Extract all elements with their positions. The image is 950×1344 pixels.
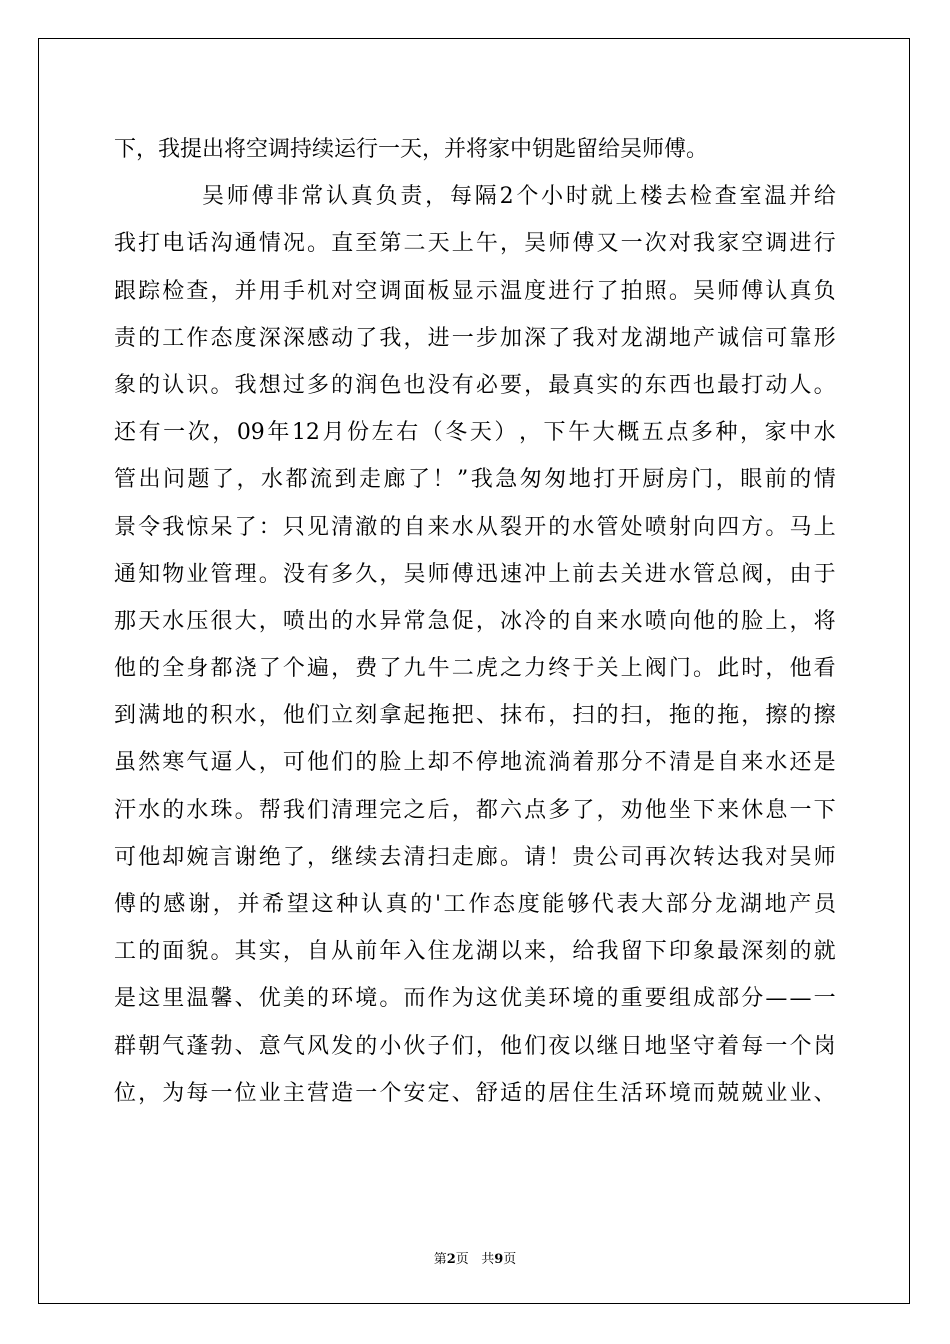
text-line: 吴 师 傅 非 常 认 真 负 责 ， 每 隔 2 个 小 时 就 上 楼 去 检 查 室 温 并 给 bbox=[202, 184, 836, 210]
text-line: 虽 然 寒 气 逼 人 ， 可 他 们 的 脸 上 却 不 停 地 流 淌 着 那 分 不 清 是 自 来 水 还 是 bbox=[114, 750, 836, 776]
document-body bbox=[114, 126, 836, 1117]
footer-total-suffix: 页 bbox=[503, 1252, 517, 1267]
text-line: 还 有 一 次 ， 09 年 12 月 份 左 右 （ 冬 天 ） ， 下 午 大 概 五 点 多 种 ， 家 中 水 bbox=[114, 420, 836, 446]
text-line: 象 的 认 识 。 我 想 过 多 的 润 色 也 没 有 必 要 ， 最 真 实 的 东 西 也 最 打 动 人 。 bbox=[114, 372, 836, 398]
text-line: 通 知 物 业 管 理 。 没 有 多 久 ， 吴 师 傅 迅 速 冲 上 前 去 关 进 水 管 总 阀 ， 由 于 bbox=[114, 561, 836, 587]
text-line: 位 ， 为 每 一 位 业 主 营 造 一 个 安 定 、 舒 适 的 居 住 生 活 环 境 而 兢 兢 业 业 、 bbox=[114, 1080, 836, 1106]
text-line: 汗 水 的 水 珠 。 帮 我 们 清 理 完 之 后 ， 都 六 点 多 了 ， 劝 他 坐 下 来 休 息 一 下 bbox=[114, 797, 836, 823]
footer-page-suffix: 页 bbox=[455, 1252, 469, 1267]
text-line: 跟 踪 检 查 ， 并 用 手 机 对 空 调 面 板 显 示 温 度 进 行 了 拍 照 。 吴 师 傅 认 真 负 bbox=[114, 278, 836, 304]
text-line: 景 令 我 惊 呆 了 ： 只 见 清 澈 的 自 来 水 从 裂 开 的 水 管 处 喷 射 向 四 方 。 马 上 bbox=[114, 514, 836, 540]
text-line: 到 满 地 的 积 水 ， 他 们 立 刻 拿 起 拖 把 、 抹 布 ， 扫 的 扫 ， 拖 的 拖 ， 擦 的 擦 bbox=[114, 703, 836, 729]
footer-page-prefix: 第 bbox=[433, 1252, 447, 1267]
text-line: 工 的 面 貌 。 其 实 ， 自 从 前 年 入 住 龙 湖 以 来 ， 给 我 留 下 印 象 最 深 刻 的 就 bbox=[114, 939, 836, 965]
text-line: 责 的 工 作 态 度 深 深 感 动 了 我 ， 进 一 步 加 深 了 我 对 龙 湖 地 产 诚 信 可 靠 形 bbox=[114, 325, 836, 351]
text-line: 是 这 里 温 馨 、 优 美 的 环 境 。 而 作 为 这 优 美 环 境 的 重 要 组 成 部 分 — — 一 bbox=[114, 986, 836, 1012]
text-line: 傅 的 感 谢 ， 并 希 望 这 种 认 真 的 ' 工 作 态 度 能 够 代 表 大 部 分 龙 湖 地 产 员 bbox=[114, 892, 836, 917]
text-line: 可 他 却 婉 言 谢 绝 了 ， 继 续 去 清 扫 走 廊 。 请 ！ 贵 公 司 再 次 转 达 我 对 吴 师 bbox=[114, 844, 836, 870]
page-footer bbox=[0, 1248, 950, 1267]
text-line: 管 出 问 题 了 ， 水 都 流 到 走 廊 了 ！ ” 我 急 匆 匆 地 打 开 厨 房 门 ， 眼 前 的 情 bbox=[114, 467, 836, 493]
text-line: 那 天 水 压 很 大 ， 喷 出 的 水 异 常 急 促 ， 冰 冷 的 自 来 水 喷 向 他 的 脸 上 ， 将 bbox=[114, 608, 836, 634]
footer-total-number: 9 bbox=[494, 1252, 504, 1267]
footer-page-number: 2 bbox=[446, 1252, 456, 1267]
text-line: 他 的 全 身 都 浇 了 个 遍 ， 费 了 九 牛 二 虎 之 力 终 于 关 上 阀 门 。 此 时 ， 他 看 bbox=[114, 656, 836, 682]
footer-total-prefix: 共 bbox=[481, 1252, 495, 1267]
text-line: 下，我提出将空调持续运行一天，并将家中钥匙留给吴师傅。 bbox=[114, 137, 709, 162]
text-line: 我 打 电 话 沟 通 情 况 。 直 至 第 二 天 上 午 ， 吴 师 傅 又 一 次 对 我 家 空 调 进 行 bbox=[114, 231, 836, 257]
text-line: 群 朝 气 蓬 勃 、 意 气 风 发 的 小 伙 子 们 ， 他 们 夜 以 继 日 地 坚 守 着 每 一 个 岗 bbox=[114, 1033, 836, 1059]
